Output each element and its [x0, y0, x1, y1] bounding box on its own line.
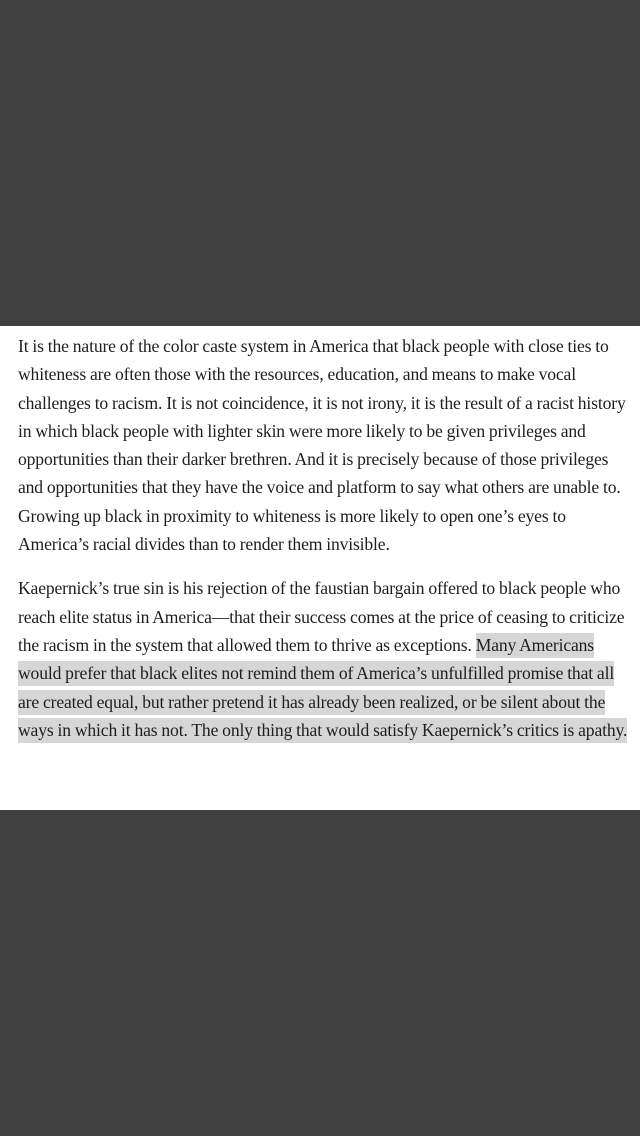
- top-dark-band: [0, 0, 640, 326]
- highlighted-text-selection[interactable]: Many Americans would prefer that black elites not remind them of America’s unfulfilled promise that all are created equal, but rather pretend it has already been realized, or be silent about the ways in which it has not. The only thing that would satisfy Kaepernick’s critics is apathy.: [18, 633, 627, 743]
- bottom-dark-band: [0, 810, 640, 1136]
- paragraph-kaepernick: [18, 574, 630, 744]
- paragraph-plain-text: Kaepernick’s true sin is his rejection of the faustian bargain offered to black people who reach elite status in America—that their success comes at the price of ceasing to criticize the racism in the system that allowed them to thrive as exceptions.: [18, 578, 625, 655]
- paragraph-color-caste: It is the nature of the color caste system in America that black people with close ties to whiteness are often those with the resources, education, and means to make vocal challenges to racism. It is not coincidence, it is not irony, it is the result of a racist history in which black people with lighter skin were more likely to be given privileges and opportunities than their darker brethren. And it is precisely because of those privileges and opportunities that they have the voice and platform to say what others are unable to. Growing up black in proximity to whiteness is more likely to open one’s eyes to America’s racial divides than to render them invisible.: [18, 336, 626, 555]
- article-excerpt: [0, 326, 640, 810]
